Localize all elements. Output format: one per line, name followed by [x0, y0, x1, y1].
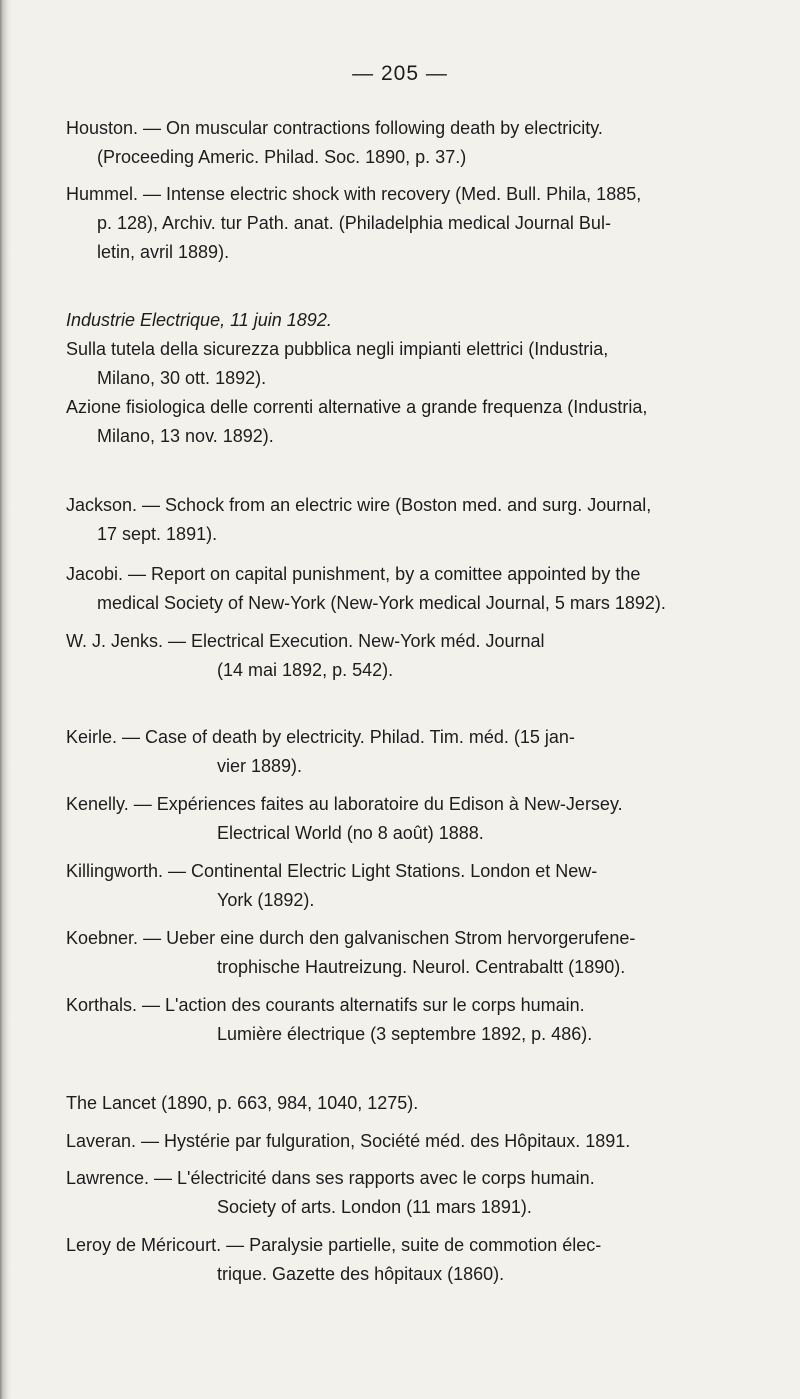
entry-line: (14 mai 1892, p. 542). [217, 660, 394, 680]
entry-line: Killingworth. — Continental Electric Light Stations. London et New- [66, 861, 598, 881]
entry-line: W. J. Jenks. — Electrical Execution. New-York méd. Journal [66, 631, 545, 651]
entry-line: vier 1889). [217, 756, 303, 776]
entry-line: Korthals. — L'action des courants alternatifs sur le corps humain. [66, 995, 585, 1015]
entry-line: Jacobi. — Report on capital punishment, by a comittee appointed by the [66, 564, 641, 584]
entry-line: Laveran. — Hystérie par fulguration, Société méd. des Hôpitaux. 1891. [66, 1131, 631, 1151]
entry-line: Houston. — On muscular contractions following death by electricity. [66, 118, 603, 138]
entry-line: 17 sept. 1891). [97, 524, 218, 544]
entry-line: medical Society of New-York (New-York medical Journal, 5 mars 1892). [97, 593, 666, 613]
entry-line: trique. Gazette des hôpitaux (1860). [217, 1264, 505, 1284]
entry-line: Electrical World (no 8 août) 1888. [217, 823, 484, 843]
entry-line: York (1892). [217, 890, 315, 910]
entry-line: Lumière électrique (3 septembre 1892, p. 486). [217, 1024, 593, 1044]
entry-line: trophische Hautreizung. Neurol. Centrabaltt (1890). [217, 957, 626, 977]
entry-line: Hummel. — Intense electric shock with recovery (Med. Bull. Phila, 1885, [66, 184, 642, 204]
page-number: — 205 — [352, 62, 448, 85]
entry-line: Lawrence. — L'électricité dans ses rapports avec le corps humain. [66, 1168, 595, 1188]
entry-line: Society of arts. London (11 mars 1891). [217, 1197, 532, 1217]
entry-line: The Lancet (1890, p. 663, 984, 1040, 1275). [66, 1093, 419, 1113]
entry-line: p. 128), Archiv. tur Path. anat. (Philadelphia medical Journal Bul- [97, 213, 611, 233]
entry-line: Milano, 13 nov. 1892). [97, 426, 274, 446]
entry-line: Koebner. — Ueber eine durch den galvanischen Strom hervorgerufene- [66, 928, 636, 948]
entry-line: letin, avril 1889). [97, 242, 230, 262]
entry-line: Jackson. — Schock from an electric wire (Boston med. and surg. Journal, [66, 495, 652, 515]
entry-line: (Proceeding Americ. Philad. Soc. 1890, p. 37.) [97, 147, 467, 167]
entry-line: Industrie Electrique, 11 juin 1892. [66, 310, 332, 330]
entry-line: Sulla tutela della sicurezza pubblica negli impianti elettrici (Industria, [66, 339, 609, 359]
entry-line: Leroy de Méricourt. — Paralysie partielle, suite de commotion élec- [66, 1235, 602, 1255]
entry-line: Milano, 30 ott. 1892). [97, 368, 267, 388]
entry-line: Azione fisiologica delle correnti alternative a grande frequenza (Industria, [66, 397, 648, 417]
entry-line: Kenelly. — Expériences faites au laboratoire du Edison à New-Jersey. [66, 794, 623, 814]
entry-line: Keirle. — Case of death by electricity. Philad. Tim. méd. (15 jan- [66, 727, 575, 747]
